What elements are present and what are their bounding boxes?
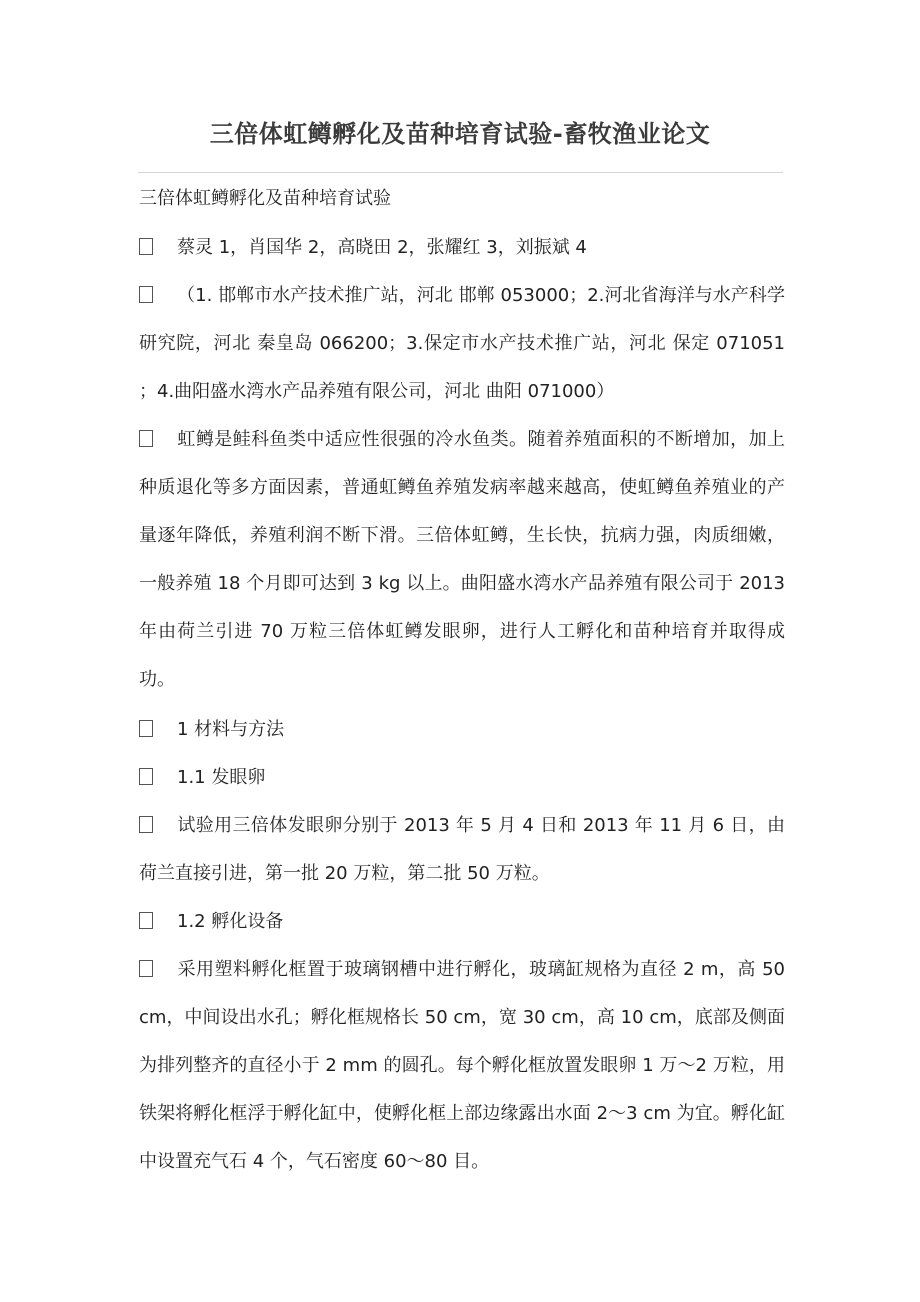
section-1-2-body (139, 946, 785, 1186)
section-body-text: 采用塑料孵化框置于玻璃钢槽中进行孵化，玻璃缸规格为直径 2 m，高 50 cm，中间设出水孔；孵化框规格长 50 cm，宽 30 cm，高 10 cm，底部及侧面为排列整齐的直径小于 2 mm 的圆孔。每个孵化框放置发眼卵 1 万～2 万粒，用铁架将孵化框浮于孵化缸中，使孵化框上部边缘露出水面 2～3 cm 为宜。孵化缸中设置充气石 4 个，气石密度 60～80 目。 (139, 959, 785, 1172)
missing-glyph-icon (139, 912, 153, 929)
missing-glyph-icon (139, 768, 153, 785)
subtitle-text: 三倍体虹鳟孵化及苗种培育试验 (139, 188, 391, 209)
section-heading-text: 1.1 发眼卵 (177, 767, 266, 788)
section-body-text: 试验用三倍体发眼卵分别于 2013 年 5 月 4 日和 2013 年 11 月 6 日，由荷兰直接引进，第一批 20 万粒，第二批 50 万粒。 (139, 815, 785, 884)
missing-glyph-icon (139, 816, 153, 833)
affiliations-paragraph (139, 272, 785, 416)
missing-glyph-icon (139, 430, 153, 447)
page-title: 三倍体虹鳟孵化及苗种培育试验-畜牧渔业论文 (209, 120, 711, 148)
authors-paragraph (139, 224, 785, 272)
section-1-heading (139, 706, 785, 754)
missing-glyph-icon (139, 238, 153, 255)
section-heading-text: 1 材料与方法 (177, 719, 285, 740)
missing-glyph-icon (139, 960, 153, 977)
authors-text: 蔡灵 1，肖国华 2，高晓田 2，张耀红 3，刘振斌 4 (177, 237, 587, 258)
section-1-2-heading (139, 898, 785, 946)
section-heading-text: 1.2 孵化设备 (177, 911, 284, 932)
title-divider (138, 172, 783, 173)
section-1-1-body (139, 802, 785, 898)
intro-text: 虹鳟是鲑科鱼类中适应性很强的冷水鱼类。随着养殖面积的不断增加，加上种质退化等多方面因素，普通虹鳟鱼养殖发病率越来越高，使虹鳟鱼养殖业的产量逐年降低，养殖利润不断下滑。三倍体虹鳟，生长快，抗病力强，肉质细嫩，一般养殖 18 个月即可达到 3 kg 以上。曲阳盛水湾水产品养殖有限公司于 2013 年由荷兰引进 70 万粒三倍体虹鳟发眼卵，进行人工孵化和苗种培育并取得成功。 (139, 429, 785, 690)
missing-glyph-icon (139, 720, 153, 737)
article-subtitle (139, 175, 785, 223)
missing-glyph-icon (139, 286, 153, 303)
affiliations-text: （1. 邯郸市水产技术推广站，河北 邯郸 053000；2.河北省海洋与水产科学研究院，河北 秦皇岛 066200；3.保定市水产技术推广站，河北 保定 071051 ；4.曲阳盛水湾水产品养殖有限公司，河北 曲阳 071000） (139, 285, 785, 402)
intro-paragraph (139, 416, 785, 704)
section-1-1-heading (139, 754, 785, 802)
